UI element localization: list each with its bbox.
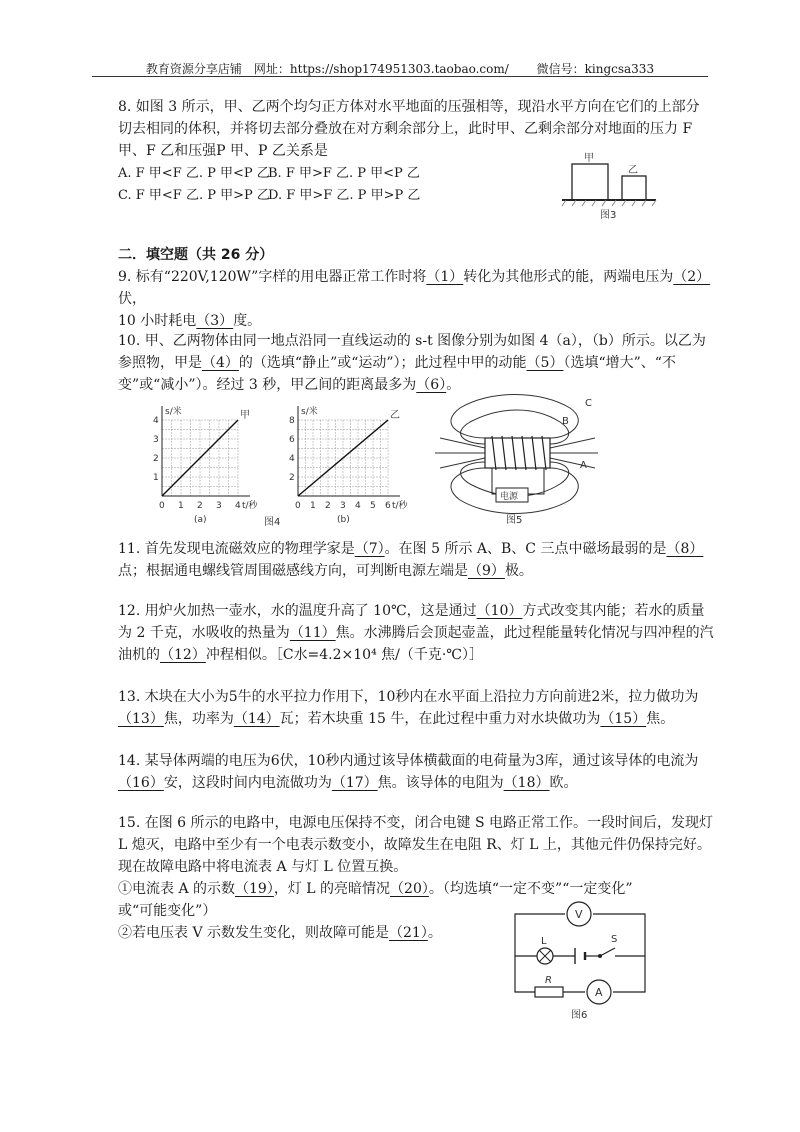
blank-20: （20） bbox=[390, 881, 429, 897]
question-12: 12. 用炉火加热一壶水，水的温度升高了 10℃，这是通过（10）方式改变其内能；若水的质量为 2 千克，水吸收的热量为（11）焦。水沸腾后会顶起壶盖，此过程能量转化情况与四冲程的汽油机的（12）冲程相似。［C水=4.2×10⁴ 焦/（千克·℃）］ bbox=[118, 603, 714, 663]
figure-6-caption: 图6 bbox=[571, 1010, 588, 1021]
question-13: 13. 木块在大小为5牛的水平拉力作用下，10秒内在水平面上沿拉力方向前进2米，拉力做功为（13）焦，功率为（14）瓦；若木块重 15 牛，在此过程中重力对水块做功为（15）焦。 bbox=[118, 689, 699, 727]
wire-right bbox=[528, 468, 544, 494]
figure-3-caption: 图3 bbox=[600, 210, 617, 221]
question-14: 14. 某导体两端的电压为6伏，10秒内通过该导体横截面的电荷量为3库，通过该导体的电流为（16）安，这段时间内电流做功为（17）焦。该导体的电阻为（18）欧。 bbox=[118, 753, 699, 791]
blank-10: （10） bbox=[476, 603, 523, 619]
chart-4a-xtick: 4 bbox=[235, 501, 241, 511]
figure-5 bbox=[430, 394, 600, 530]
chart-4a-xtick: 3 bbox=[216, 501, 222, 511]
blank-19: （19） bbox=[235, 881, 274, 897]
resistor bbox=[535, 987, 563, 997]
question-15-stem: 15. 在图 6 所示的电路中，电源电压保持不变，闭合电键 S 电路正常工作。一段时间后，发现灯 L 熄灭，电路中至少有一个电表示数变小，故障发生在电阻 R、灯 L 上，其他元件仍保持完好。现在故障电路中将电流表 A 与灯 L 位置互换。 bbox=[118, 815, 714, 875]
chart-4b-xtick: 3 bbox=[340, 501, 346, 511]
header-rule bbox=[92, 76, 708, 77]
blank-2: （2） bbox=[673, 269, 711, 285]
cube-yi bbox=[622, 176, 646, 200]
chart-4b-xtick: 2 bbox=[325, 501, 331, 511]
point-c: C bbox=[585, 398, 592, 409]
chart-4b-ytick: 2 bbox=[289, 473, 295, 483]
point-a: A bbox=[580, 460, 587, 471]
figure-6 bbox=[505, 898, 655, 1022]
chart-4a-ytick: 3 bbox=[153, 435, 159, 445]
chart-4a-xtick: 0 bbox=[159, 501, 165, 511]
label-yi: 乙 bbox=[628, 165, 638, 176]
q8-option-d: D. F 甲>F 乙. P 甲>P 乙 bbox=[268, 188, 421, 203]
blank-6: （6） bbox=[416, 377, 447, 393]
chart-4b-xtick: 5 bbox=[370, 501, 376, 511]
chart-4a-ytick: 1 bbox=[153, 473, 159, 483]
chart-4a bbox=[153, 405, 259, 525]
chart-4a-ytick: 2 bbox=[153, 454, 159, 464]
blank-7: （7） bbox=[354, 541, 385, 557]
blank-18: （18） bbox=[503, 775, 550, 791]
question-15-part-2: ②若电压表 V 示数发生变化，则故障可能是（21）。 bbox=[118, 925, 442, 941]
q8-option-b: B. F 甲>F 乙. P 甲<P 乙 bbox=[268, 166, 420, 181]
question-15-part-1: ①电流表 A 的示数（19），灯 L 的亮暗情况（20）。（均选填“一定不变”“一定变化” 或“可能变化”） bbox=[118, 881, 633, 919]
figure-4-caption: 图4 bbox=[264, 517, 281, 528]
blank-14: （14） bbox=[233, 711, 280, 727]
chart-4b-sublabel: (b) bbox=[337, 515, 350, 525]
figure-5-caption: 图5 bbox=[506, 515, 523, 526]
chart-4b-xlabel: t/秒 bbox=[392, 501, 408, 511]
figure-4 bbox=[140, 396, 420, 532]
blank-21: （21） bbox=[389, 925, 428, 941]
label-jia: 甲 bbox=[584, 153, 594, 164]
page-header: 教育资源分享店铺 网址：https://shop174951303.taobao.com/ 微信号：kingcsa333 bbox=[145, 62, 655, 76]
blank-15: （15） bbox=[600, 711, 647, 727]
point-b: B bbox=[562, 416, 569, 427]
chart-4b bbox=[289, 405, 409, 525]
blank-3: （3） bbox=[196, 313, 234, 329]
source-label: 电源 bbox=[500, 492, 519, 502]
switch-lever bbox=[600, 948, 615, 956]
chart-4a-ytick: 4 bbox=[153, 416, 159, 426]
figure-3 bbox=[560, 148, 660, 224]
blank-11: （11） bbox=[289, 625, 336, 641]
resistor-label: R bbox=[545, 975, 552, 986]
blank-17: （17） bbox=[331, 775, 378, 791]
chart-4b-xtick: 4 bbox=[355, 501, 361, 511]
question-10: 10. 甲、乙两物体由同一地点沿同一直线运动的 s-t 图像分别为如图 4（a），（b）所示。以乙为参照物，甲是（4）的（选填“静止”或“运动”）；此过程中甲的动能（5）（选填“增大”、“不变”或“减小”）。经过 3 秒，甲乙间的距离最多为（6）。 bbox=[118, 333, 706, 393]
question-11: 11. 首先发现电流磁效应的物理学家是（7）。在图 5 所示 A、B、C 三点中磁场最弱的是（8）点；根据通电螺线管周围磁感线方向，可判断电源左端是（9）极。 bbox=[118, 541, 704, 579]
chart-4a-sublabel: (a) bbox=[194, 515, 207, 525]
chart-4b-ytick: 4 bbox=[289, 454, 295, 464]
q8-option-c: C. F 甲<F 乙. P 甲>P 乙 bbox=[118, 188, 270, 203]
chart-4b-ylabel: s/米 bbox=[301, 407, 318, 417]
cube-jia bbox=[572, 164, 608, 200]
ammeter-label: A bbox=[595, 986, 603, 999]
chart-4a-series-label: 甲 bbox=[240, 410, 250, 421]
blank-13: （13） bbox=[118, 711, 164, 727]
chart-4a-xtick: 2 bbox=[197, 501, 203, 511]
question-9: 9. 标有“220V,120W”字样的用电器正常工作时将（1）转化为其他形式的能，两端电压为（2）伏， 10 小时耗电（3）度。 bbox=[118, 269, 711, 329]
blank-5: （5） bbox=[526, 355, 564, 371]
chart-4b-xtick: 0 bbox=[295, 501, 301, 511]
blank-12: （12） bbox=[160, 647, 206, 663]
wire-left bbox=[492, 468, 496, 494]
chart-4b-xtick: 1 bbox=[310, 501, 316, 511]
blank-1: （1） bbox=[426, 269, 464, 285]
chart-4b-xtick: 6 bbox=[385, 501, 391, 511]
chart-4a-xtick: 1 bbox=[178, 501, 184, 511]
question-8-stem: 8. 如图 3 所示，甲、乙两个均匀正方体对水平地面的压强相等，现沿水平方向在它们的上部分切去相同的体积，并将切去部分叠放在对方剩余部分上，此时甲、乙剩余部分对地面的压力 F 甲、F 乙和压强P 甲、P 乙关系是 bbox=[118, 99, 700, 159]
chart-4a-ylabel: s/米 bbox=[165, 407, 182, 417]
chart-4b-series-label: 乙 bbox=[390, 410, 400, 421]
blank-8: （8） bbox=[666, 541, 704, 557]
chart-4b-ytick: 6 bbox=[289, 435, 295, 445]
blank-16: （16） bbox=[118, 775, 164, 791]
chart-4a-xlabel: t/秒 bbox=[242, 501, 258, 511]
voltmeter-label: V bbox=[575, 908, 583, 921]
blank-9: （9） bbox=[468, 563, 505, 579]
q8-option-a: A. F 甲<F 乙. P 甲<P 乙 bbox=[118, 166, 270, 181]
chart-4b-ytick: 8 bbox=[289, 416, 295, 426]
section-title: 二．填空题（共 26 分） bbox=[118, 247, 274, 263]
blank-4: （4） bbox=[202, 355, 239, 371]
lamp-label: L bbox=[541, 936, 547, 947]
switch-label: S bbox=[611, 934, 618, 945]
